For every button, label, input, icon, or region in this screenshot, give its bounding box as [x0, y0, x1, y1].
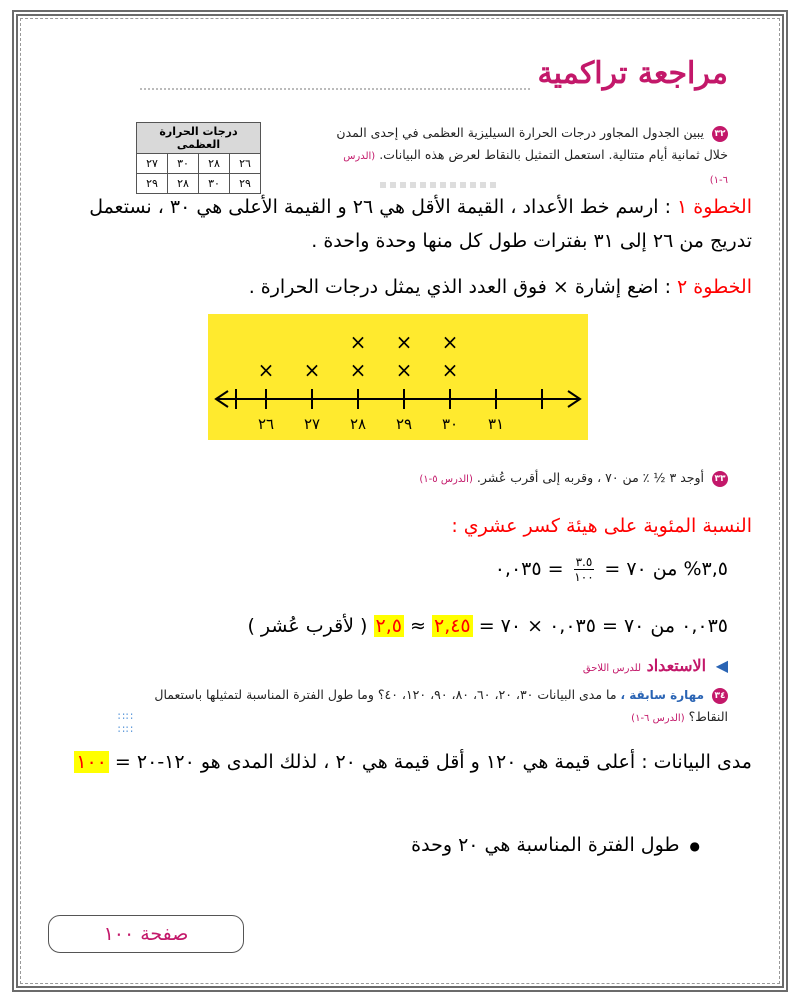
page-number-box: صفحة ١٠٠	[48, 915, 244, 953]
x-mark: ×	[441, 330, 459, 354]
table-header: درجات الحرارة العظمى	[137, 123, 261, 154]
x-mark: ×	[303, 358, 321, 382]
interval-bullet: ● طول الفترة المناسبة هي ٢٠ وحدة	[411, 834, 700, 856]
question-number-badge: ٣٤	[712, 688, 728, 704]
table-cell: ٢٨	[168, 174, 199, 194]
line-plot-svg	[208, 314, 588, 440]
x-mark: ×	[441, 358, 459, 382]
step-1-label: الخطوة ١	[677, 196, 752, 218]
range-text: مدى البيانات : أعلى قيمة هي ١٢٠ و أقل قيمة هي ٢٠ ، لذلك المدى هو ١٢٠-٢٠ =	[114, 751, 752, 773]
eq1-left: ٣,٥% من ٧٠	[626, 558, 728, 580]
line-plot	[208, 314, 588, 440]
solution-33-heading: النسبة المئوية على هيئة كسر عشري :	[451, 515, 752, 537]
tick-label: ٢٨	[349, 415, 367, 433]
cut-off-line	[380, 182, 500, 188]
eq2-note: ( لأقرب عُشر )	[247, 615, 368, 637]
question-34-text: ما مدى البيانات ٣٠، ٢٠، ٦٠، ٨٠، ٩٠، ١٢٠، ٤٠؟ وما طول الفترة المناسبة لتمثيلها باستعمال النقاط؟	[154, 687, 728, 724]
section-title: مراجعة تراكمية	[537, 56, 728, 91]
prep-heading	[583, 656, 728, 675]
equation-1: ٣,٥% من ٧٠ = $\frac{٣.٥}{١٠٠}$ = ٠,٠٣٥	[494, 555, 728, 584]
prep-subtitle: للدرس اللاحق	[582, 663, 642, 674]
solution-34-range	[44, 746, 752, 778]
question-33-text: أوجد ٣ ½ ٪ من ٧٠ ، وقربه إلى أقرب عُشر.	[476, 470, 705, 485]
eq1-fraction	[574, 555, 595, 584]
question-33	[419, 470, 728, 487]
x-mark: ×	[349, 358, 367, 382]
equation-2	[247, 615, 728, 637]
triangle-arrow-icon: ◀	[715, 656, 728, 675]
prep-title: الاستعداد	[646, 656, 707, 675]
tick-label: ٣٠	[441, 415, 459, 433]
lesson-ref: (الدرس ٦-١)	[343, 151, 728, 186]
eq2-left: ٠,٠٣٥ من ٧٠	[623, 615, 728, 637]
x-mark: ×	[349, 330, 367, 354]
step-2-label: الخطوة ٢	[677, 276, 752, 298]
question-34	[128, 684, 728, 730]
table-row	[137, 154, 261, 174]
fraction-numerator: ٣.٥	[575, 555, 593, 569]
table-cell: ٣٠	[168, 154, 199, 174]
table-cell: ٢٩	[230, 174, 261, 194]
step-1-text: : ارسم خط الأعداد ، القيمة الأقل هي ٢٦ و القيمة الأعلى هي ٣٠ ، نستعمل تدريج من ٢٦ إلى ٣١ بفترات طول كل منها وحدة واحدة .	[89, 196, 752, 252]
tick-label: ٣١	[487, 415, 505, 433]
dot-pattern-icon: ∷∷ ∷∷	[118, 710, 134, 736]
table-cell: ٣٠	[199, 174, 230, 194]
lesson-ref: (الدرس ٦-١)	[631, 713, 685, 724]
fraction-denominator: ١٠٠	[574, 570, 594, 584]
tick-label: ٢٧	[303, 415, 321, 433]
eq2-approx: ≈	[410, 615, 426, 637]
tick-label: ٢٦	[257, 415, 275, 433]
table-cell: ٢٦	[230, 154, 261, 174]
temperature-table	[136, 122, 261, 194]
range-value: ١٠٠	[76, 751, 107, 773]
lesson-ref: (الدرس ٥-١)	[419, 474, 473, 485]
title-dotted-line	[140, 88, 530, 90]
question-32-text: يبين الجدول المجاور درجات الحرارة السيليزية العظمى في إحدى المدن خلال ثمانية أيام متتالية. استعمل التمثيل بالنقاط لعرض هذه البيانات.	[336, 125, 728, 162]
question-number-badge: ٣٣	[712, 471, 728, 487]
question-number-badge: ٣٢	[712, 126, 728, 142]
table-cell: ٢٩	[137, 174, 168, 194]
eq2-mid: = ٠,٠٣٥ × ٧٠ =	[478, 615, 618, 637]
table-cell: ٢٧	[137, 154, 168, 174]
step-2	[44, 270, 752, 304]
step-2-text: : اضع إشارة × فوق العدد الذي يمثل درجات الحرارة .	[248, 276, 671, 298]
skill-label: مهارة سابقة ،	[620, 688, 705, 702]
eq2-rounded: ٢,٥	[375, 615, 402, 637]
eq2-value: ٢,٤٥	[433, 615, 471, 637]
x-mark: ×	[257, 358, 275, 382]
x-mark: ×	[395, 358, 413, 382]
x-mark: ×	[395, 330, 413, 354]
eq1-result: ٠,٠٣٥	[494, 558, 542, 580]
step-1	[44, 190, 752, 258]
tick-label: ٢٩	[395, 415, 413, 433]
table-cell: ٢٨	[199, 154, 230, 174]
